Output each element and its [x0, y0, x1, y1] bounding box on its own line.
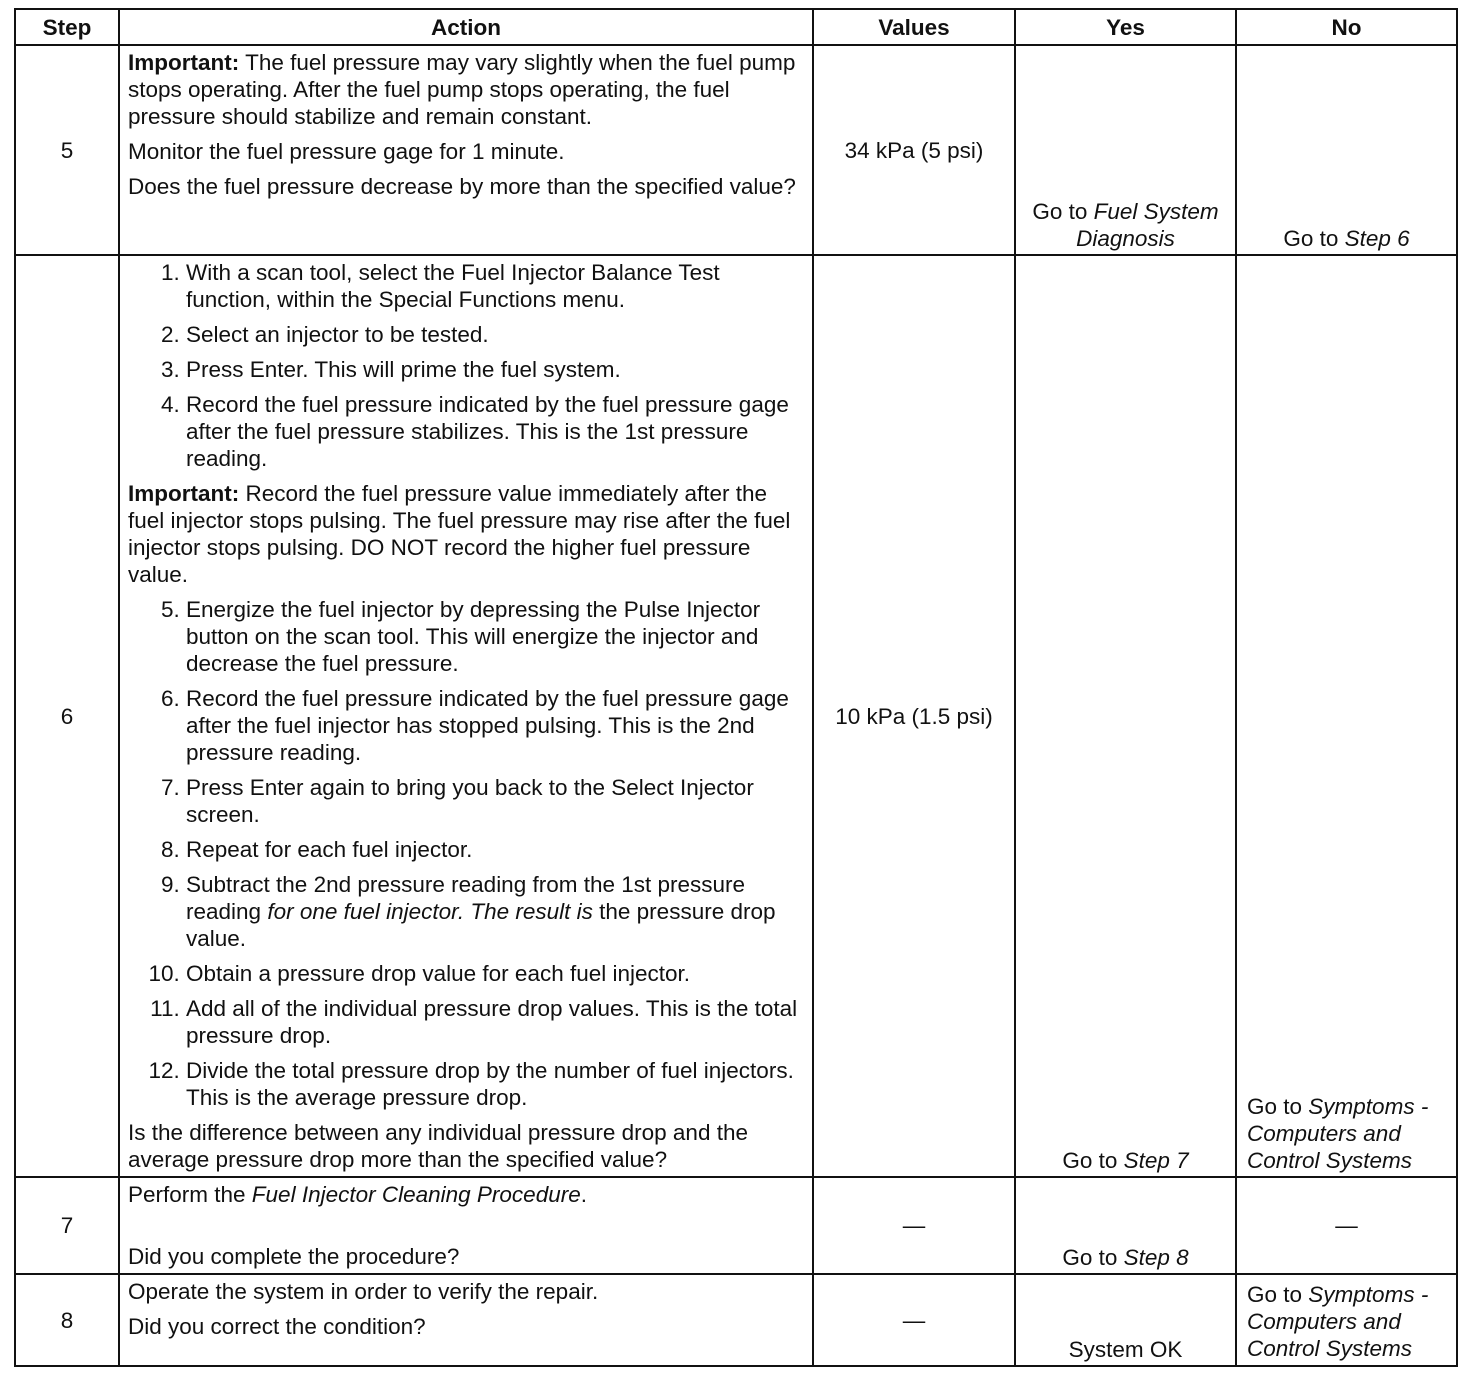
action-question: Did you correct the condition? [128, 1314, 426, 1339]
list-item [186, 871, 804, 952]
action-prefix: Perform the [128, 1182, 252, 1207]
header-no: No [1236, 9, 1457, 45]
link-fuel-injector-cleaning[interactable]: Fuel Injector Cleaning Procedure [251, 1182, 581, 1207]
important-text: Record the fuel pressure value immediately after the fuel injector stops pulsing. The fuel pressure may rise after the fuel injector stops pulsing. DO NOT record the higher fuel pressure value. [128, 481, 791, 587]
item9-part-a: Subtract the 2nd pressure reading from the 1st pressure reading [186, 872, 746, 924]
list-item: 7. Press Enter again to bring you back to the Select Injector screen. [186, 774, 804, 828]
action-instruction: Monitor the fuel pressure gage for 1 minute. [128, 139, 565, 164]
action-question: Does the fuel pressure decrease by more than the specified value? [128, 174, 796, 199]
no-prefix: Go to [1283, 226, 1345, 251]
no-cell [1236, 45, 1457, 255]
spec-value: 10 kPa (1.5 psi) [813, 255, 1015, 1177]
no-decision [1243, 225, 1450, 252]
spec-value: 34 kPa (5 psi) [813, 45, 1015, 255]
item9-part-b: for one fuel injector. The result is [267, 899, 593, 924]
action-instruction: Operate the system in order to verify the repair. [128, 1279, 599, 1304]
no-cell [1236, 1274, 1457, 1366]
yes-decision [1022, 1147, 1229, 1174]
yes-cell [1015, 1274, 1236, 1366]
yes-cell [1015, 1177, 1236, 1274]
action-question: Did you complete the procedure? [128, 1244, 460, 1269]
yes-cell [1015, 255, 1236, 1177]
spec-value: — [813, 1274, 1015, 1366]
no-decision: — [1236, 1177, 1457, 1274]
action-cell [119, 1177, 813, 1274]
important-note [128, 480, 804, 588]
no-cell [1236, 255, 1457, 1177]
header-values: Values [813, 9, 1015, 45]
no-decision [1247, 1281, 1452, 1362]
list-item: 4. Record the fuel pressure indicated by the fuel pressure gage after the fuel pressure stabilizes. This is the 1st pressure reading. [186, 391, 804, 472]
item9-part-c: the pressure drop value. [186, 899, 776, 951]
important-text: The fuel pressure may vary slightly when the fuel pump stops operating. After the fuel pump stops operating, the fuel pressure should stabilize and remain constant. [128, 50, 796, 129]
spec-value: — [813, 1177, 1015, 1274]
link-symptoms-computers-control[interactable]: Symptoms - Computers and Control Systems [1247, 1282, 1429, 1361]
list-item: 12. Divide the total pressure drop by the number of fuel injectors. This is the average pressure drop. [186, 1057, 804, 1111]
list-item: 2. Select an injector to be tested. [186, 321, 804, 348]
table-row-step-7 [15, 1177, 1457, 1274]
header-action: Action [119, 9, 813, 45]
list-item: 10. Obtain a pressure drop value for each fuel injector. [186, 960, 804, 987]
no-prefix: Go to [1247, 1094, 1309, 1119]
step-number: 8 [15, 1274, 119, 1366]
procedure-list-part-2 [128, 596, 804, 1111]
list-item: 11. Add all of the individual pressure drop values. This is the total pressure drop. [186, 995, 804, 1049]
yes-prefix: Go to [1062, 1148, 1124, 1173]
list-item: 1. With a scan tool, select the Fuel Injector Balance Test function, within the Special Functions menu. [186, 259, 804, 313]
table-row-step-5 [15, 45, 1457, 255]
action-cell [119, 1274, 813, 1366]
yes-decision [1022, 1244, 1229, 1271]
spacer [128, 1216, 804, 1243]
diagnostic-table [14, 8, 1458, 1367]
important-label: Important: [128, 481, 240, 506]
yes-decision: System OK [1068, 1337, 1183, 1362]
action-suffix: . [580, 1182, 587, 1207]
action-cell [119, 45, 813, 255]
important-label: Important: [128, 50, 240, 75]
yes-prefix: Go to [1062, 1245, 1124, 1270]
yes-cell [1015, 45, 1236, 255]
step-number: 6 [15, 255, 119, 1177]
list-item: 5. Energize the fuel injector by depressing the Pulse Injector button on the scan tool. This will energize the injector and decrease the fuel pressure. [186, 596, 804, 677]
no-decision [1247, 1093, 1452, 1174]
list-item: 6. Record the fuel pressure indicated by the fuel pressure gage after the fuel injector has stopped pulsing. This is the 2nd pressure reading. [186, 685, 804, 766]
action-question: Is the difference between any individual pressure drop and the average pressure drop more than the specified value? [128, 1120, 748, 1172]
procedure-list-part-1 [128, 259, 804, 472]
yes-prefix: Go to [1032, 199, 1094, 224]
table-row-step-8 [15, 1274, 1457, 1366]
link-step-8[interactable]: Step 8 [1123, 1245, 1189, 1270]
list-item: 8. Repeat for each fuel injector. [186, 836, 804, 863]
table-row-step-6 [15, 255, 1457, 1177]
header-yes: Yes [1015, 9, 1236, 45]
important-note [128, 49, 804, 130]
link-step-7[interactable]: Step 7 [1123, 1148, 1189, 1173]
list-item: 3. Press Enter. This will prime the fuel system. [186, 356, 804, 383]
header-row [15, 9, 1457, 45]
yes-decision [1022, 198, 1229, 252]
action-instruction [128, 1181, 804, 1208]
header-step: Step [15, 9, 119, 45]
no-prefix: Go to [1247, 1282, 1309, 1307]
link-symptoms-computers-control[interactable]: Symptoms - Computers and Control Systems [1247, 1094, 1429, 1173]
link-fuel-system-diagnosis[interactable]: Fuel System Diagnosis [1076, 199, 1219, 251]
step-number: 5 [15, 45, 119, 255]
step-number: 7 [15, 1177, 119, 1274]
action-cell [119, 255, 813, 1177]
link-step-6[interactable]: Step 6 [1344, 226, 1410, 251]
